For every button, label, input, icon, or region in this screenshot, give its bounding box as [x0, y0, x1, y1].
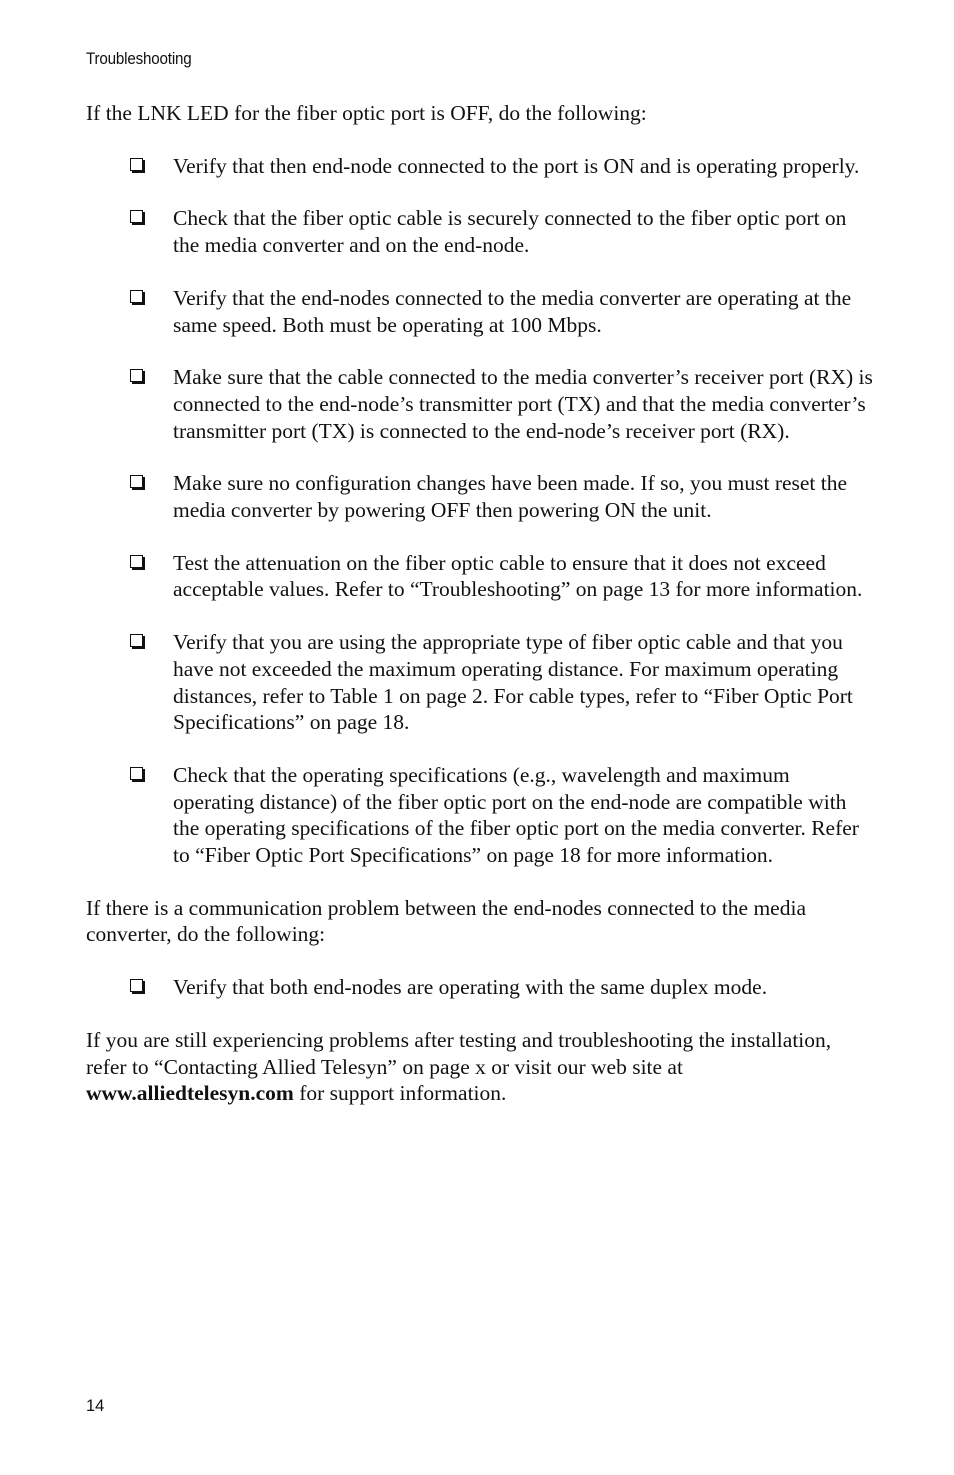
- lnk-intro-paragraph: If the LNK LED for the fiber optic port is OFF, do the following:: [86, 101, 647, 125]
- checkbox-icon: [130, 290, 143, 303]
- checklist-item: [86, 550, 876, 603]
- checkbox-icon: [130, 369, 143, 382]
- running-head: Troubleshooting: [86, 50, 192, 68]
- lnk-checklist: [86, 153, 876, 869]
- checklist-item-text: Verify that both end-nodes are operating with the same duplex mode.: [173, 975, 768, 1000]
- checkbox-icon: [130, 555, 143, 568]
- checklist-item-text: Make sure that the cable connected to the media converter’s receiver port (RX) is connected to the end-node’s transmitter port (TX) and that the media converter’s transmitter port (TX) is connected to the end-node’s receiver port (RX).: [173, 365, 873, 443]
- closing-text-after-url: for support information.: [293, 1081, 507, 1106]
- checkbox-icon: [130, 210, 143, 223]
- checklist-item: [86, 205, 876, 258]
- checklist-item-text: Verify that you are using the appropriate type of fiber optic cable and that you have not exceeded the maximum operating distance. For maximum operating distances, refer to Table 1 on page 2. For cable types, refer to “Fiber Optic Port Specifications” on page 18.: [173, 630, 853, 735]
- checklist-item: [86, 285, 876, 338]
- checklist-item-text: Check that the fiber optic cable is securely connected to the fiber optic port on the media converter and on the end-node.: [173, 206, 847, 258]
- page-body: [86, 100, 876, 1133]
- support-website-url: www.alliedtelesyn.com: [86, 1081, 294, 1106]
- page-number: 14: [86, 1397, 105, 1415]
- checkbox-icon: [130, 767, 143, 780]
- checklist-item: [86, 974, 876, 1001]
- checkbox-icon: [130, 475, 143, 488]
- checkbox-icon: [130, 979, 143, 992]
- closing-text-before-url: If you are still experiencing problems after testing and troubleshooting the installation, refer to “Contacting Allied Telesyn” on page x or visit our web site at: [86, 1027, 832, 1079]
- checklist-item-text: Verify that then end-node connected to the port is ON and is operating properly.: [173, 153, 860, 178]
- checklist-item: [86, 762, 876, 869]
- communication-intro-paragraph: If there is a communication problem between the end-nodes connected to the media converter, do the following:: [86, 895, 806, 947]
- checklist-item: [86, 364, 876, 444]
- checklist-item-text: Make sure no configuration changes have been made. If so, you must reset the media converter by powering OFF then powering ON the unit.: [173, 471, 848, 523]
- checklist-item-text: Verify that the end-nodes connected to the media converter are operating at the same speed. Both must be operating at 100 Mbps.: [173, 285, 852, 337]
- communication-checklist: [86, 974, 876, 1001]
- checklist-item-text: Check that the operating specifications (e.g., wavelength and maximum operating distance) of the fiber optic port on the end-node are compatible with the operating specifications of the fiber optic port on the media converter. Refer to “Fiber Optic Port Specifications” on page 18 for more information.: [173, 762, 859, 868]
- checklist-item: [86, 153, 876, 180]
- checklist-item-text: Test the attenuation on the fiber optic cable to ensure that it does not exceed acceptable values. Refer to “Troubleshooting” on page 13 for more information.: [173, 550, 863, 602]
- checkbox-icon: [130, 634, 143, 647]
- closing-paragraph: [86, 1027, 876, 1107]
- checkbox-icon: [130, 158, 143, 171]
- checklist-item: [86, 629, 876, 736]
- checklist-item: [86, 470, 876, 523]
